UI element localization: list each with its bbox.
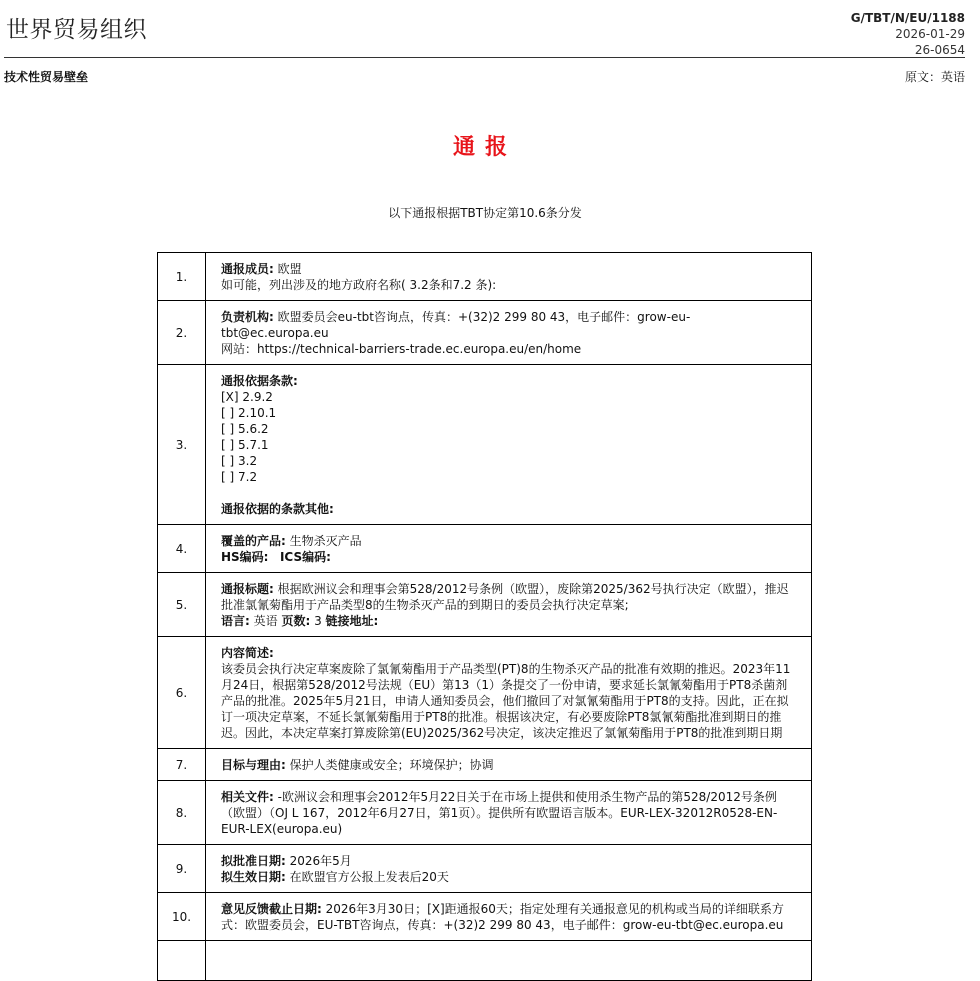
field-label: 拟批准日期: (221, 854, 286, 868)
table-row (158, 749, 812, 781)
row-number: 10. (158, 893, 206, 941)
table-row (158, 637, 812, 749)
intro-text: 以下通报根据TBT协定第10.6条分发 (388, 206, 582, 220)
language-label: 语言: (221, 614, 250, 628)
row-number: 5. (158, 573, 206, 637)
table-row (158, 781, 812, 845)
option-checkbox: [ ] 5.6.2 (221, 422, 269, 436)
table-row (158, 893, 812, 941)
row-content (206, 781, 812, 845)
field-value: 该委员会执行决定草案废除了氯氰菊酯用于产品类型(PT)8的生物杀灭产品的批准有效期的推迟。2023年11月24日，根据第528/2012号法规（EU）第13（1）条提交了一份申请，要求延长氯氰菊酯用于PT8杀菌剂产品的批准。2025年5月21日，申请人通知委员会，他们撤回了对氯氰菊酯用于PT8的支持。因此，正在拟订一项决定草案，不延长氯氰菊酯用于PT8的批准。根据该决定，有必要废除PT8氯氰菊酯批准到期日的推迟。因此，本决定草案打算废除第(EU)2025/362号决定，该决定推迟了氯氰菊酯用于PT8的批准到期日期 (221, 662, 791, 740)
document-date: 2026-01-29 (895, 27, 965, 41)
table-row (158, 365, 812, 525)
row-number: 2. (158, 301, 206, 365)
document-meta (851, 10, 965, 58)
field-label: 通报标题: (221, 582, 274, 596)
option-checkbox: [ ] 2.10.1 (221, 406, 277, 420)
field-subtext: 如可能，列出涉及的地方政府名称( 3.2条和7.2 条): (221, 278, 497, 292)
row-number: 8. (158, 781, 206, 845)
field-value: -欧洲议会和理事会2012年5月22日关于在市场上提供和使用杀生物产品的第528/2012号条例（欧盟）（OJ L 167，2012年6月27日，第1页）。提供所有欧盟语言版本。EUR-LEX-32012R0528-EN-EUR-LEX(europa.eu) (221, 790, 778, 836)
notification-title: 通报 (452, 135, 517, 160)
row-content (206, 893, 812, 941)
row-content (206, 941, 812, 981)
table-row (158, 301, 812, 365)
field-label: 目标与理由: (221, 758, 286, 772)
hs-code-label: HS编码: (221, 550, 269, 564)
field-value: 2026年3月30日；[X]距通报60天；指定处理有关通报意见的机构或当局的详细联系方式：欧盟委员会，EU-TBT咨询点，传真：+(32)2 299 80 43，电子邮件：grow-eu-tbt@ec.europa.eu (221, 902, 784, 932)
option-checkbox: [X] 2.9.2 (221, 390, 273, 404)
field-label: 内容简述: (221, 646, 274, 660)
notification-table (157, 252, 812, 981)
table-row (158, 525, 812, 573)
row-number: 4. (158, 525, 206, 573)
row-content (206, 845, 812, 893)
row-number: 3. (158, 365, 206, 525)
row-content (206, 749, 812, 781)
field-value: 保护人类健康或安全；环境保护；协调 (285, 758, 494, 772)
organization-title: 世界贸易组织 (6, 17, 147, 43)
field-label: 通报成员: (221, 262, 274, 276)
row-number (158, 941, 206, 981)
field-value: 2026年5月 (285, 854, 352, 868)
row-number: 6. (158, 637, 206, 749)
website-text: 网站：https://technical-barriers-trade.ec.europa.eu/en/home (221, 342, 582, 356)
field-value: 根据欧洲议会和理事会第528/2012号条例（欧盟），废除第2025/362号执行决定（欧盟），推迟批准氯氰菊酯用于产品类型8的生物杀灭产品的到期日的委员会执行决定草案; (221, 582, 789, 612)
row-number: 7. (158, 749, 206, 781)
row-content (206, 637, 812, 749)
row-content (206, 525, 812, 573)
row-content (206, 301, 812, 365)
field-label: 拟生效日期: (221, 870, 286, 884)
table-row (158, 573, 812, 637)
field-label: 覆盖的产品: (221, 534, 286, 548)
field-label: 通报依据的条款其他: (221, 502, 334, 516)
option-checkbox: [ ] 5.7.1 (221, 438, 269, 452)
ics-code-label: ICS编码: (279, 550, 331, 564)
original-language: 原文：英语 (904, 70, 965, 84)
row-content (206, 573, 812, 637)
field-label: 负责机构: (221, 310, 274, 324)
row-number: 1. (158, 253, 206, 301)
field-value: 欧盟委员会eu-tbt咨询点，传真：+(32)2 299 80 43，电子邮件：grow-eu-tbt@ec.europa.eu (221, 310, 691, 340)
field-label: 相关文件: (221, 790, 274, 804)
link-label: 链接地址: (325, 614, 379, 628)
field-label: 意见反馈截止日期: (221, 902, 322, 916)
option-checkbox: [ ] 3.2 (221, 454, 258, 468)
table-row (158, 941, 812, 981)
table-row (158, 253, 812, 301)
committee-name: 技术性贸易壁垒 (4, 70, 89, 84)
field-value: 在欧盟官方公报上发表后20天 (285, 870, 449, 884)
option-checkbox: [ ] 7.2 (221, 470, 258, 484)
field-value: 生物杀灭产品 (285, 534, 362, 548)
row-content (206, 253, 812, 301)
field-value: 欧盟 (273, 262, 302, 276)
document-symbol: G/TBT/N/EU/1188 (850, 11, 965, 25)
table-row (158, 845, 812, 893)
language-value: 英语 (249, 614, 282, 628)
row-number: 9. (158, 845, 206, 893)
document-number: 26-0654 (914, 43, 965, 57)
pages-label: 页数: (281, 614, 311, 628)
field-label: 通报依据条款: (221, 374, 298, 388)
header-divider (4, 57, 965, 58)
row-content (206, 365, 812, 525)
pages-value: 3 (310, 614, 326, 628)
